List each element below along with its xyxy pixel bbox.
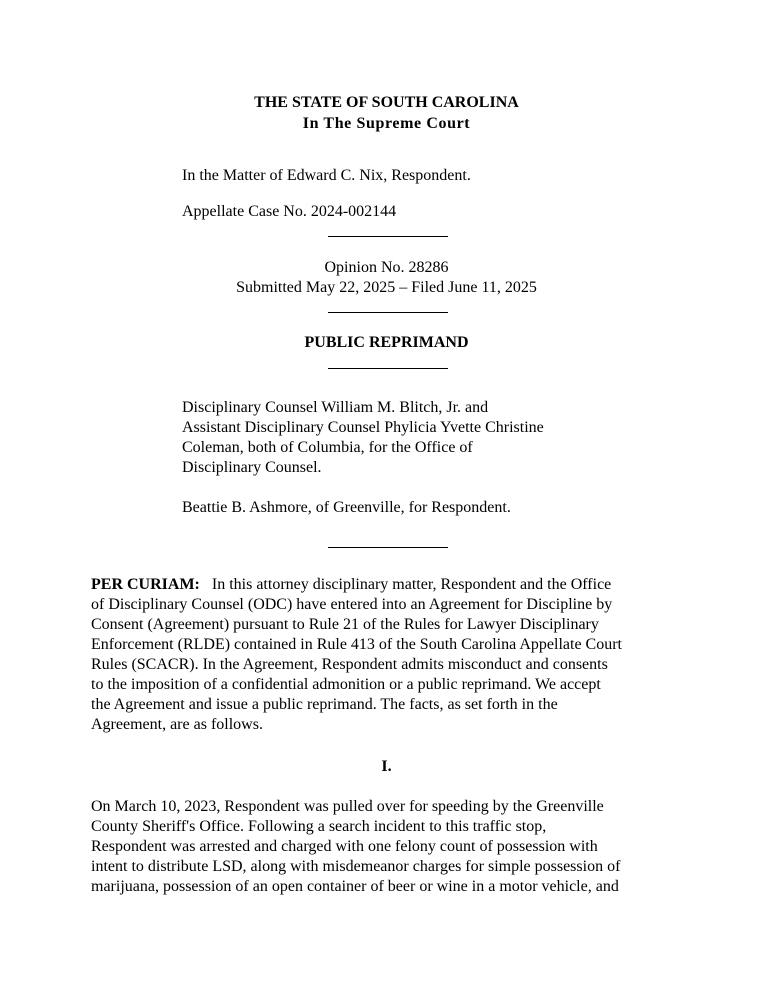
matter-caption: In the Matter of Edward C. Nix, Respondent.: [182, 167, 471, 184]
separator-rule: [328, 312, 448, 313]
opinion-dates: Submitted May 22, 2025 – Filed June 11, 2025: [236, 279, 537, 296]
per-curiam-label: PER CURIAM:: [91, 576, 200, 593]
court-heading: In The Supreme Court: [302, 115, 471, 132]
facts-paragraph: On March 10, 2023, Respondent was pulled over for speeding by the Greenville County Sheriff's Office. Following a search incident to this traffic stop, Respondent was arrested and charged with one felony count of possession with intent to distribute LSD, along with misdemeanor charges for simple possession of marijuana, possession of an open container of beer or wine in a motor vehicle, and: [91, 798, 621, 895]
separator-rule: [328, 368, 448, 369]
separator-rule: [328, 547, 448, 548]
respondent-counsel: Beattie B. Ashmore, of Greenville, for Respondent.: [182, 499, 511, 516]
section-heading: I.: [381, 758, 392, 775]
intro-text: In this attorney disciplinary matter, Respondent and the Office of Disciplinary Counsel (ODC) have entered into an Agreement for Discipline by Consent (Agreement) pursuant to Rule 21 of the Rules for Lawyer Disciplinary Enforcement (RLDE) contained in Rule 413 of the South Carolina Appellate Court Rules (SCACR). In the Agreement, Respondent admits misconduct and consents to the imposition of a confidential admonition or a public reprimand. We accept the Agreement and issue a public reprimand. The facts, as set forth in the Agreement, are as follows.: [91, 576, 622, 733]
opinion-number: Opinion No. 28286: [324, 259, 449, 276]
disposition-heading: PUBLIC REPRIMAND: [304, 334, 469, 351]
separator-rule: [328, 236, 448, 237]
state-heading: THE STATE OF SOUTH CAROLINA: [254, 94, 519, 111]
odc-counsel: Disciplinary Counsel William M. Blitch, Jr. and Assistant Disciplinary Counsel Phylicia Yvette Christine Coleman, both of Columbia, for the Office of Disciplinary Counsel.: [182, 399, 544, 476]
intro-paragraph: [91, 575, 691, 735]
case-number: Appellate Case No. 2024-002144: [182, 203, 397, 220]
